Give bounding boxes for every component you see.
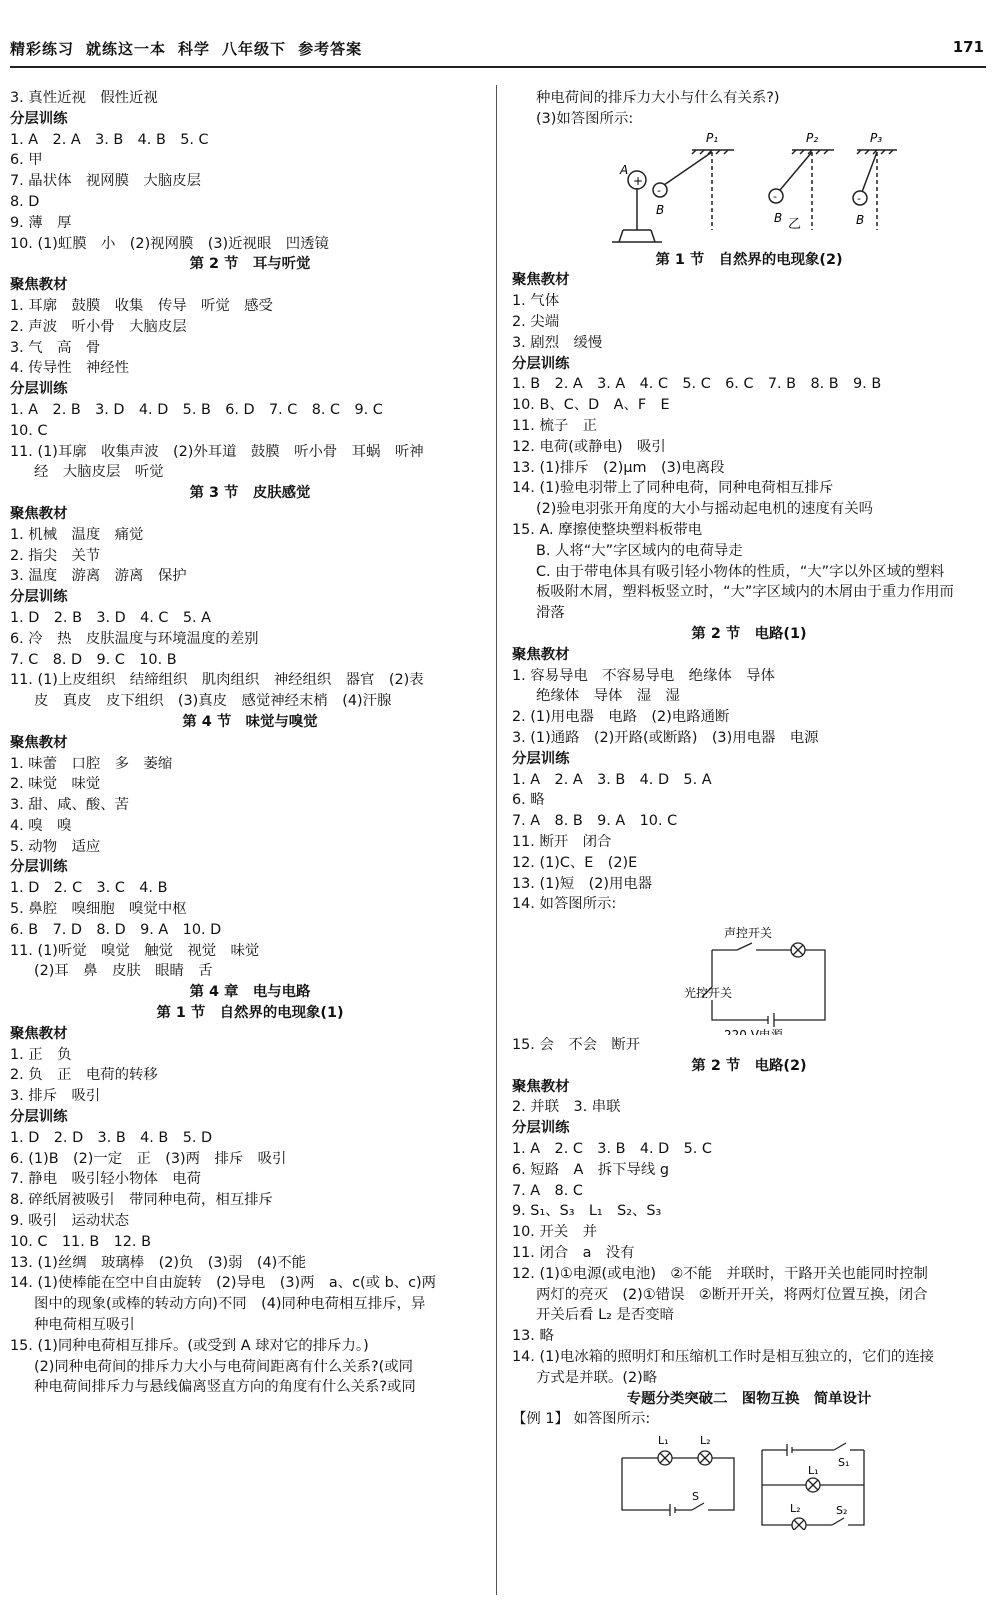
answer-line: 13. (1)短 (2)用电器 bbox=[512, 875, 653, 892]
answer-line: 1. D 2. C 3. C 4. B bbox=[10, 880, 168, 897]
answer-line: 1. 机械 温度 痛觉 bbox=[10, 526, 144, 543]
label-a: A bbox=[620, 162, 629, 177]
label-b: B bbox=[774, 210, 783, 225]
answer-line: 8. D bbox=[10, 193, 40, 210]
header-rule bbox=[10, 66, 986, 68]
answer-line: 3. (1)通路 (2)开路(或断路) (3)用电器 电源 bbox=[512, 729, 819, 746]
answer-line: 10. C bbox=[10, 422, 48, 439]
answer-line: 7. C 8. D 9. C 10. B bbox=[10, 651, 177, 668]
right-low-text bbox=[512, 1035, 986, 1430]
answer-line: 1. B 2. A 3. A 4. C 5. C 6. C 7. B 8. B 9. B bbox=[512, 376, 882, 393]
section-title: 第 2 节 电路(1) bbox=[691, 625, 807, 642]
page-number: 171 bbox=[952, 38, 984, 56]
label-b: B bbox=[656, 202, 665, 217]
subsection-heading: 聚焦教材 bbox=[10, 505, 68, 522]
answer-line: 15. 会 不会 断开 bbox=[512, 1037, 641, 1054]
subsection-heading: 分层训练 bbox=[10, 1109, 68, 1126]
answer-line: (2)验电羽张开角度的大小与摇动起电机的速度有关吗 bbox=[536, 501, 873, 518]
answer-line: 2. 声波 听小骨 大脑皮层 bbox=[10, 318, 187, 335]
answer-line: 4. 嗅 嗅 bbox=[10, 817, 72, 834]
answer-line: 皮 真皮 皮下组织 (3)真皮 感觉神经末梢 (4)汗腺 bbox=[34, 693, 392, 710]
answer-line: 1. 耳廓 鼓膜 收集 传导 听觉 感受 bbox=[10, 297, 273, 314]
answer-line: (2)同种电荷间的排斥力大小与电荷间距离有什么关系?(或同 bbox=[34, 1358, 414, 1375]
answer-line: 1. A 2. A 3. B 4. D 5. A bbox=[512, 771, 712, 788]
answer-line: 15. A. 摩擦使整块塑料板带电 bbox=[512, 521, 703, 538]
answer-line: 3. 真性近视 假性近视 bbox=[10, 90, 158, 106]
answer-line: 方式是并联。(2)略 bbox=[536, 1369, 658, 1386]
answer-line: 1. A 2. B 3. D 4. D 5. B 6. D 7. C 8. C 9. C bbox=[10, 401, 383, 418]
answer-line: 12. 电荷(或静电) 吸引 bbox=[512, 438, 666, 455]
answer-line: 2. 并联 3. 串联 bbox=[512, 1099, 621, 1116]
answer-line: 1. D 2. D 3. B 4. B 5. D bbox=[10, 1129, 213, 1146]
subsection-heading: 分层训练 bbox=[10, 589, 68, 606]
answer-line: 11. (1)听觉 嗅觉 触觉 视觉 味觉 bbox=[10, 942, 260, 959]
section-title: 专题分类突破二 图物互换 简单设计 bbox=[626, 1390, 872, 1407]
answer-line: (2)耳 鼻 皮肤 眼睛 舌 bbox=[34, 963, 213, 980]
minus-sign: - bbox=[857, 191, 861, 205]
answer-line: (3)如答图所示: bbox=[536, 110, 634, 127]
lamp-l1-label: L₁ bbox=[808, 1464, 819, 1478]
subsection-heading: 分层训练 bbox=[512, 750, 570, 767]
answer-line: 10. C 11. B 12. B bbox=[10, 1233, 151, 1250]
answer-line: 经 大脑皮层 听觉 bbox=[34, 464, 164, 481]
answer-line: 1. 味蕾 口腔 多 萎缩 bbox=[10, 755, 173, 772]
sound-switch-label: 声控开关 bbox=[724, 926, 773, 941]
example-circuits-figure bbox=[512, 1430, 986, 1530]
subsection-heading: 聚焦教材 bbox=[10, 1025, 68, 1042]
answer-line: 6. 短路 A 拆下导线 g bbox=[512, 1161, 669, 1178]
answer-line: 11. 梳子 正 bbox=[512, 417, 598, 434]
answer-line: 11. 断开 闭合 bbox=[512, 833, 612, 850]
answer-line: 5. 动物 适应 bbox=[10, 838, 101, 855]
answer-line: 1. A 2. A 3. B 4. B 5. C bbox=[10, 131, 209, 148]
answer-line: 13. (1)排斥 (2)μm (3)电离段 bbox=[512, 459, 725, 476]
answer-line: 13. 略 bbox=[512, 1328, 554, 1345]
answer-line: 11. (1)耳廓 收集声波 (2)外耳道 鼓膜 听小骨 耳蜗 听神 bbox=[10, 443, 424, 460]
section-title: 第 1 节 自然界的电现象(2) bbox=[655, 251, 843, 268]
answer-line: 2. 味觉 味觉 bbox=[10, 776, 101, 793]
section-title: 第 2 节 电路(2) bbox=[691, 1057, 807, 1074]
answer-line: 9. S₁、S₃ L₁ S₂、S₃ bbox=[512, 1203, 662, 1220]
answer-line: 11. (1)上皮组织 结缔组织 肌肉组织 神经组织 器官 (2)表 bbox=[10, 672, 424, 689]
subsection-heading: 聚焦教材 bbox=[512, 646, 570, 663]
minus-sign: - bbox=[657, 183, 661, 197]
page-header bbox=[10, 38, 984, 62]
answer-line: 11. 闭合 a 没有 bbox=[512, 1245, 635, 1262]
charge-repulsion-figure bbox=[512, 130, 986, 250]
subsection-heading: 分层训练 bbox=[512, 1120, 570, 1137]
answer-line: 12. (1)①电源(或电池) ②不能 并联时，干路开关也能同时控制 bbox=[512, 1265, 928, 1282]
answer-line: 1. 容易导电 不容易导电 绝缘体 导体 bbox=[512, 667, 775, 684]
answer-line: 3. 剧烈 缓慢 bbox=[512, 334, 603, 351]
header-item: 科学 bbox=[178, 40, 211, 58]
label-p3: P₃ bbox=[870, 130, 883, 145]
answer-line: 13. (1)丝绸 玻璃棒 (2)负 (3)弱 (4)不能 bbox=[10, 1254, 307, 1271]
subsection-heading: 分层训练 bbox=[10, 859, 68, 876]
answer-line: 10. (1)虹膜 小 (2)视网膜 (3)近视眼 凹透镜 bbox=[10, 235, 329, 252]
light-switch-label: 光控开关 bbox=[684, 986, 733, 1001]
answer-line: 1. 气体 bbox=[512, 293, 560, 310]
answer-line: 绝缘体 导体 湿 湿 bbox=[536, 688, 680, 705]
plus-sign: + bbox=[633, 173, 644, 188]
answer-line: 15. (1)同种电荷相互排斥。(或受到 A 球对它的排斥力。) bbox=[10, 1337, 369, 1354]
answer-line: 2. (1)用电器 电路 (2)电路通断 bbox=[512, 709, 730, 726]
answer-line: B. 人将“大”字区域内的电荷导走 bbox=[536, 542, 743, 559]
answer-line: 开关后看 L₂ 是否变暗 bbox=[536, 1307, 675, 1324]
label-p2: P₂ bbox=[806, 130, 819, 145]
answer-line: 种电荷相互吸引 bbox=[34, 1317, 135, 1334]
section-title: 第 1 节 自然界的电现象(1) bbox=[156, 1005, 344, 1022]
lamp-l1-label: L₁ bbox=[658, 1434, 669, 1448]
answer-line: C. 由于带电体具有吸引轻小物体的性质，“大”字以外区域的塑料 bbox=[536, 563, 945, 580]
answer-line: 3. 气 高 骨 bbox=[10, 339, 101, 356]
answer-line: 6. 冷 热 皮肤温度与环境温度的差别 bbox=[10, 630, 259, 647]
answer-line: 1. D 2. B 3. D 4. C 5. A bbox=[10, 609, 212, 626]
answer-line: 板吸附木屑，塑料板竖立时，“大”字区域内的木屑由于重力作用而 bbox=[536, 584, 954, 601]
answer-line: 7. 静电 吸引轻小物体 电荷 bbox=[10, 1171, 201, 1188]
answer-line: 12. (1)C、E (2)E bbox=[512, 854, 638, 871]
power-source-label: 220 V电源 bbox=[724, 1028, 783, 1036]
light-control-circuit-figure bbox=[512, 915, 986, 1035]
subsection-heading: 聚焦教材 bbox=[512, 272, 570, 289]
answer-line: 9. 薄 厚 bbox=[10, 214, 72, 231]
minus-sign: - bbox=[773, 189, 777, 203]
answer-line: 种电荷间的排斥力大小与什么有关系?) bbox=[536, 90, 780, 106]
section-title: 第 4 节 味觉与嗅觉 bbox=[182, 713, 318, 730]
subsection-heading: 聚焦教材 bbox=[10, 734, 68, 751]
right-column bbox=[512, 88, 986, 1530]
subsection-heading: 分层训练 bbox=[10, 110, 68, 127]
answer-line: 滑落 bbox=[536, 605, 565, 622]
answer-line: 5. 鼻腔 嗅细胞 嗅觉中枢 bbox=[10, 901, 187, 918]
answer-line: 【例 1】 如答图所示: bbox=[512, 1411, 651, 1428]
answer-line: 6. 略 bbox=[512, 792, 545, 809]
answer-line: 2. 负 正 电荷的转移 bbox=[10, 1067, 158, 1084]
answer-line: 2. 指尖 关节 bbox=[10, 547, 101, 564]
header-title bbox=[10, 38, 374, 59]
answer-line: 8. 碎纸屑被吸引 带同种电荷，相互排斥 bbox=[10, 1192, 273, 1209]
answer-line: 6. B 7. D 8. D 9. A 10. D bbox=[10, 921, 222, 938]
answer-line: 图中的现象(或棒的转动方向)不同 (4)同种电荷相互排斥，异 bbox=[34, 1296, 426, 1313]
section-title: 第 3 节 皮肤感觉 bbox=[189, 485, 311, 502]
subsection-heading: 聚焦教材 bbox=[512, 1078, 570, 1095]
answer-line: 14. (1)使棒能在空中自由旋转 (2)导电 (3)两 a、c(或 b、c)两 bbox=[10, 1275, 437, 1292]
answer-line: 7. A 8. B 9. A 10. C bbox=[512, 813, 678, 830]
column-divider bbox=[496, 85, 497, 1595]
header-item: 就练这一本 bbox=[86, 40, 167, 58]
header-item: 八年级下 bbox=[222, 40, 287, 58]
right-top-text bbox=[512, 88, 986, 130]
header-item: 参考答案 bbox=[298, 40, 363, 58]
answer-line: 4. 传导性 神经性 bbox=[10, 360, 130, 377]
answer-line: 6. 甲 bbox=[10, 152, 43, 169]
answer-line: 1. A 2. C 3. B 4. D 5. C bbox=[512, 1141, 712, 1158]
answer-line: 1. 正 负 bbox=[10, 1046, 72, 1063]
answer-line: 2. 尖端 bbox=[512, 313, 560, 330]
switch-s1-label: S₁ bbox=[838, 1456, 850, 1470]
answer-line: 7. 晶状体 视网膜 大脑皮层 bbox=[10, 173, 201, 190]
answer-line: 9. 吸引 运动状态 bbox=[10, 1213, 130, 1230]
subsection-heading: 聚焦教材 bbox=[10, 277, 68, 294]
subsection-heading: 分层训练 bbox=[10, 381, 68, 398]
answer-line: 3. 排斥 吸引 bbox=[10, 1088, 101, 1105]
answer-line: 6. (1)B (2)一定 正 (3)两 排斥 吸引 bbox=[10, 1150, 287, 1167]
switch-s-label: S bbox=[692, 1490, 699, 1504]
section-title: 第 2 节 耳与听觉 bbox=[189, 256, 311, 273]
lamp-l2-label: L₂ bbox=[700, 1434, 711, 1448]
answer-line: 14. (1)电冰箱的照明灯和压缩机工作时是相互独立的，它们的连接 bbox=[512, 1349, 935, 1366]
left-column bbox=[10, 88, 490, 1398]
section-title: 第 4 章 电与电路 bbox=[189, 984, 311, 1001]
answer-line: 7. A 8. C bbox=[512, 1182, 583, 1199]
answer-line: 14. 如答图所示: bbox=[512, 896, 617, 913]
right-mid-text bbox=[512, 250, 986, 916]
answer-line: 种电荷间排斥力与悬线偏离竖直方向的角度有什么关系?或同 bbox=[34, 1379, 416, 1396]
answer-line: 14. (1)验电羽带上了同种电荷，同种电荷相互排斥 bbox=[512, 480, 834, 497]
header-item: 精彩练习 bbox=[10, 40, 75, 58]
lamp-l2-label: L₂ bbox=[790, 1502, 801, 1516]
answer-line: 10. 开关 并 bbox=[512, 1224, 598, 1241]
answer-line: 10. B、C、D A、F E bbox=[512, 397, 670, 414]
answer-line: 3. 甜、咸、酸、苦 bbox=[10, 797, 130, 814]
answer-line: 3. 温度 游离 游离 保护 bbox=[10, 568, 187, 585]
label-yi: 乙 bbox=[788, 216, 802, 232]
label-b: B bbox=[856, 212, 865, 227]
label-p1: P₁ bbox=[706, 130, 719, 145]
subsection-heading: 分层训练 bbox=[512, 355, 570, 372]
answer-line: 两灯的亮灭 (2)①错误 ②断开开关，将两灯位置互换，闭合 bbox=[536, 1286, 928, 1303]
switch-s2-label: S₂ bbox=[836, 1504, 848, 1518]
